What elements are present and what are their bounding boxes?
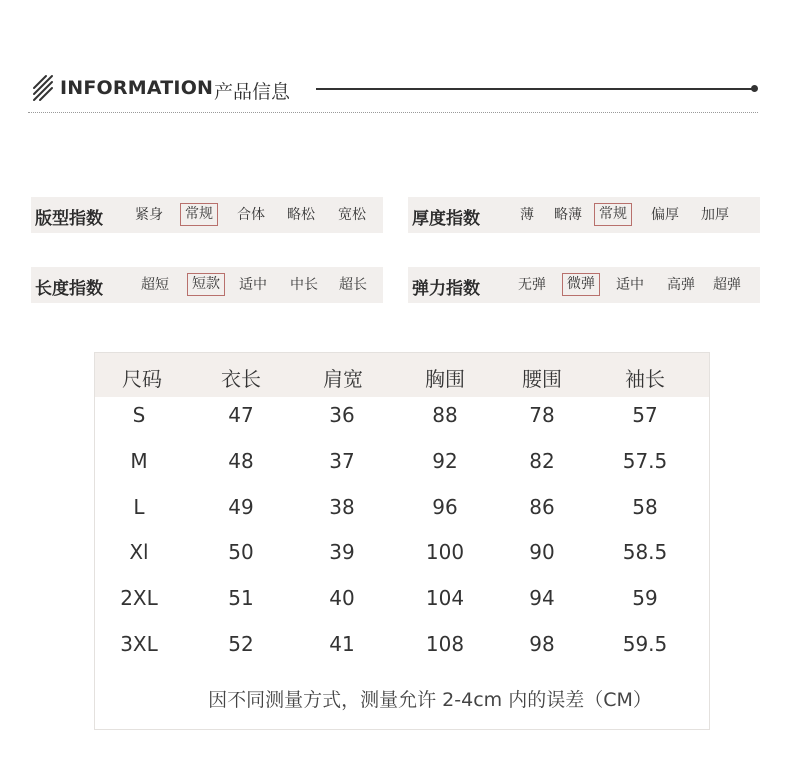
value-cell: 52 [228,632,254,656]
value-cell: 59 [632,586,658,610]
index-label: 版型指数 [35,209,103,229]
value-cell: 94 [529,586,555,610]
length-index-bar [31,267,383,303]
size-cell: L [133,495,145,519]
value-cell: 82 [529,449,555,473]
table-row [95,495,709,525]
index-option: 超长 [339,277,367,293]
header-chest: 胸围 [425,367,465,391]
size-cell: 2XL [120,586,158,610]
value-cell: 50 [228,540,254,564]
header-shoulder: 肩宽 [323,367,363,391]
header-size: 尺码 [122,367,162,391]
size-cell: S [132,403,146,427]
value-cell: 100 [425,540,465,564]
index-option: 适中 [616,277,644,293]
header-sleeve: 袖长 [625,367,665,391]
index-label: 厚度指数 [412,209,480,229]
table-row [95,449,709,479]
table-header [95,353,709,397]
title-en: INFORMATION [60,77,214,99]
index-option-selected: 微弹 [562,273,600,296]
value-cell: 57.5 [622,449,668,473]
header-length: 衣长 [221,367,261,391]
index-option: 超短 [141,277,169,293]
size-cell: Xl [129,540,149,564]
index-option-selected: 常规 [180,203,218,226]
size-table [94,352,710,730]
index-option: 适中 [239,277,267,293]
dotted-divider [28,112,758,113]
index-label: 弹力指数 [412,279,480,299]
value-cell: 51 [228,586,254,610]
index-option: 薄 [520,207,534,223]
measurement-note: 因不同测量方式，测量允许 2-4cm 内的误差（CM） [208,689,652,711]
index-option-selected: 常规 [594,203,632,226]
header-dot [751,85,758,92]
value-cell: 92 [432,449,458,473]
value-cell: 104 [425,586,465,610]
table-row [95,632,709,662]
value-cell: 96 [432,495,458,519]
value-cell: 57 [632,403,658,427]
table-row [95,540,709,570]
value-cell: 58.5 [622,540,668,564]
value-cell: 78 [529,403,555,427]
index-option: 略松 [287,207,315,223]
index-option: 偏厚 [651,207,679,223]
value-cell: 47 [228,403,254,427]
index-option: 加厚 [701,207,729,223]
index-option-selected: 短款 [187,273,225,296]
index-option: 略薄 [554,207,582,223]
diagonal-stripes-icon [32,74,54,102]
value-cell: 39 [329,540,355,564]
value-cell: 88 [432,403,458,427]
value-cell: 98 [529,632,555,656]
header-rule [316,88,752,90]
value-cell: 86 [529,495,555,519]
value-cell: 38 [329,495,355,519]
index-option: 宽松 [338,207,366,223]
table-row [95,586,709,616]
index-option: 超弹 [713,277,741,293]
info-header [32,72,760,104]
elasticity-index-bar [408,267,760,303]
value-cell: 58 [632,495,658,519]
value-cell: 90 [529,540,555,564]
index-option: 合体 [237,207,265,223]
value-cell: 59.5 [622,632,668,656]
value-cell: 48 [228,449,254,473]
value-cell: 108 [425,632,465,656]
value-cell: 37 [329,449,355,473]
header-waist: 腰围 [522,367,562,391]
value-cell: 36 [329,403,355,427]
table-row [95,403,709,433]
fit-index-bar [31,197,383,233]
index-option: 中长 [290,277,318,293]
index-option: 无弹 [518,277,546,293]
size-cell: M [130,449,148,473]
size-cell: 3XL [120,632,158,656]
index-label: 长度指数 [35,279,103,299]
index-option: 高弹 [667,277,695,293]
index-option: 紧身 [135,207,163,223]
thickness-index-bar [408,197,760,233]
title-cn: 产品信息 [214,81,291,103]
value-cell: 49 [228,495,254,519]
value-cell: 40 [329,586,355,610]
value-cell: 41 [329,632,355,656]
